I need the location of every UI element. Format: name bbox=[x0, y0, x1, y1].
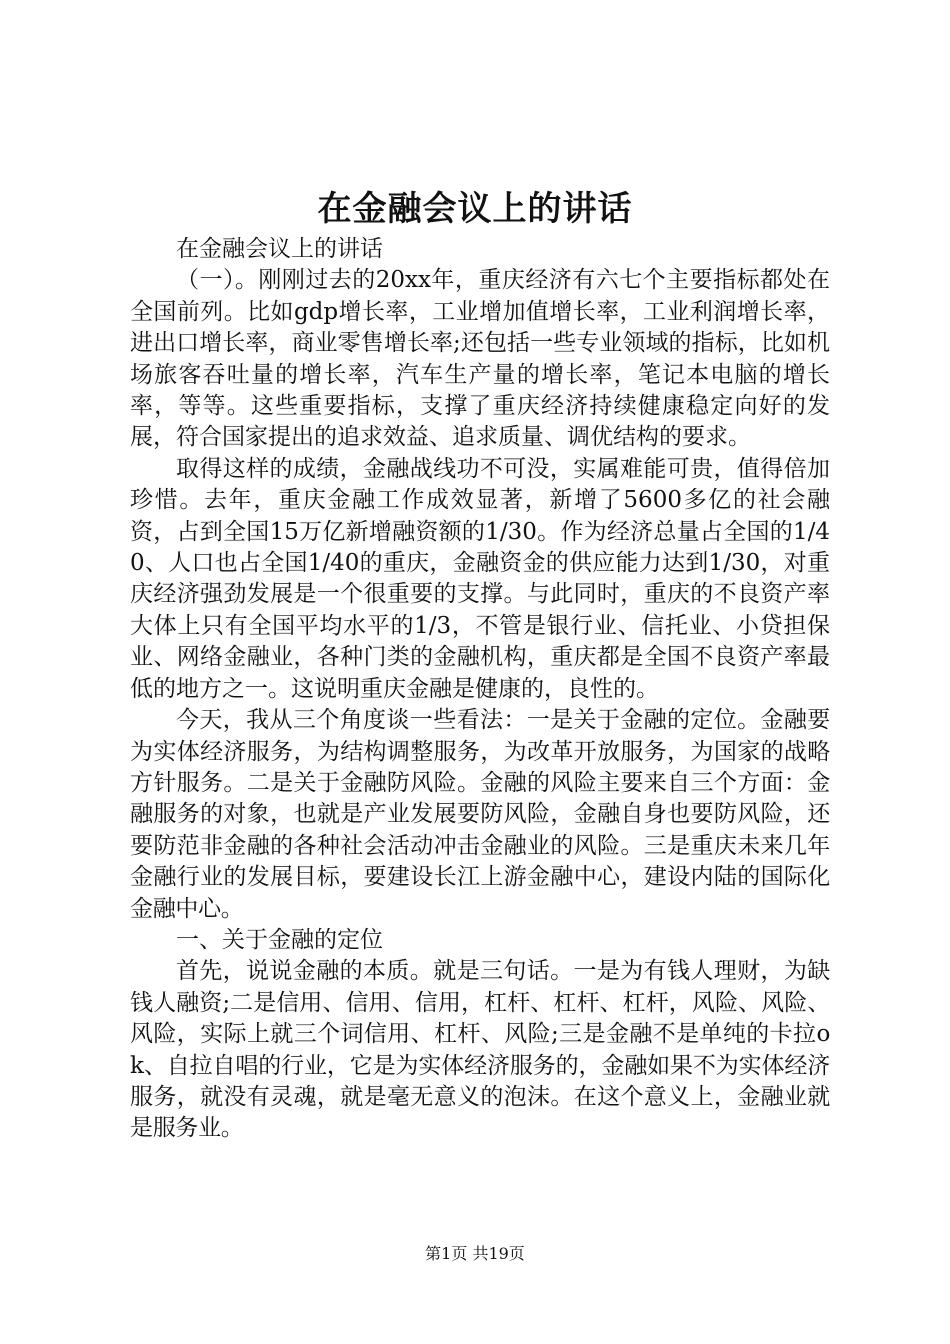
section-heading-financial-positioning: 一、关于金融的定位 bbox=[176, 926, 383, 953]
document-title: 在金融会议上的讲话 bbox=[317, 189, 633, 229]
document-body bbox=[130, 234, 830, 1145]
paragraph-nature-of-finance: 首先，说说金融的本质。就是三句话。一是为有钱人理财，为缺钱人融资;二是信用、信用、信用，杠杆、杠杆、杠杆，风险、风险、风险，实际上就三个词信用、杠杆、风险;三是金融不是单纯的卡拉ok、自拉自唱的行业，它是为实体经济服务的，金融如果不为实体经济服务，就没有灵魂，就是毫无意义的泡沫。在这个意义上，金融业就是服务业。 bbox=[130, 958, 830, 1142]
paragraph-economic-indicators: （一）。刚刚过去的20xx年，重庆经济有六七个主要指标都处在全国前列。比如gdp增长率，工业增加值增长率，工业利润增长率，进出口增长率，商业零售增长率;还包括一些专业领域的指标，比如机场旅客吞吐量的增长率，汽车生产量的增长率，笔记本电脑的增长率，等等。这些重要指标，支撑了重庆经济持续健康稳定向好的发展，符合国家提出的追求效益、追求质量、调优结构的要求。 bbox=[130, 267, 830, 451]
paragraph-financial-achievements: 取得这样的成绩，金融战线功不可没，实属难能可贵，值得倍加珍惜。去年，重庆金融工作成效显著，新增了5600多亿的社会融资，占到全国15万亿新增融资额的1/30。作为经济总量占全国的1/40、人口也占全国1/40的重庆，金融资金的供应能力达到1/30，对重庆经济强劲发展是一个很重要的支撑。与此同时，重庆的不良资产率大体上只有全国平均水平的1/3，不管是银行业、信托业、小贷担保业、网络金融业，各种门类的金融机构，重庆都是全国不良资产率最低的地方之一。这说明重庆金融是健康的，良性的。 bbox=[130, 455, 830, 702]
page-number-footer: 第1页 共19页 bbox=[425, 1244, 525, 1263]
paragraph-three-perspectives: 今天，我从三个角度谈一些看法：一是关于金融的定位。金融要为实体经济服务，为结构调整服务，为改革开放服务，为国家的战略方针服务。二是关于金融防风险。金融的风险主要来自三个方面：金融服务的对象，也就是产业发展要防风险，金融自身也要防风险，还要防范非金融的各种社会活动冲击金融业的风险。三是重庆未来几年金融行业的发展目标，要建设长江上游金融中心，建设内陆的国际化金融中心。 bbox=[130, 707, 830, 922]
paragraph-heading: 在金融会议上的讲话 bbox=[176, 236, 383, 262]
